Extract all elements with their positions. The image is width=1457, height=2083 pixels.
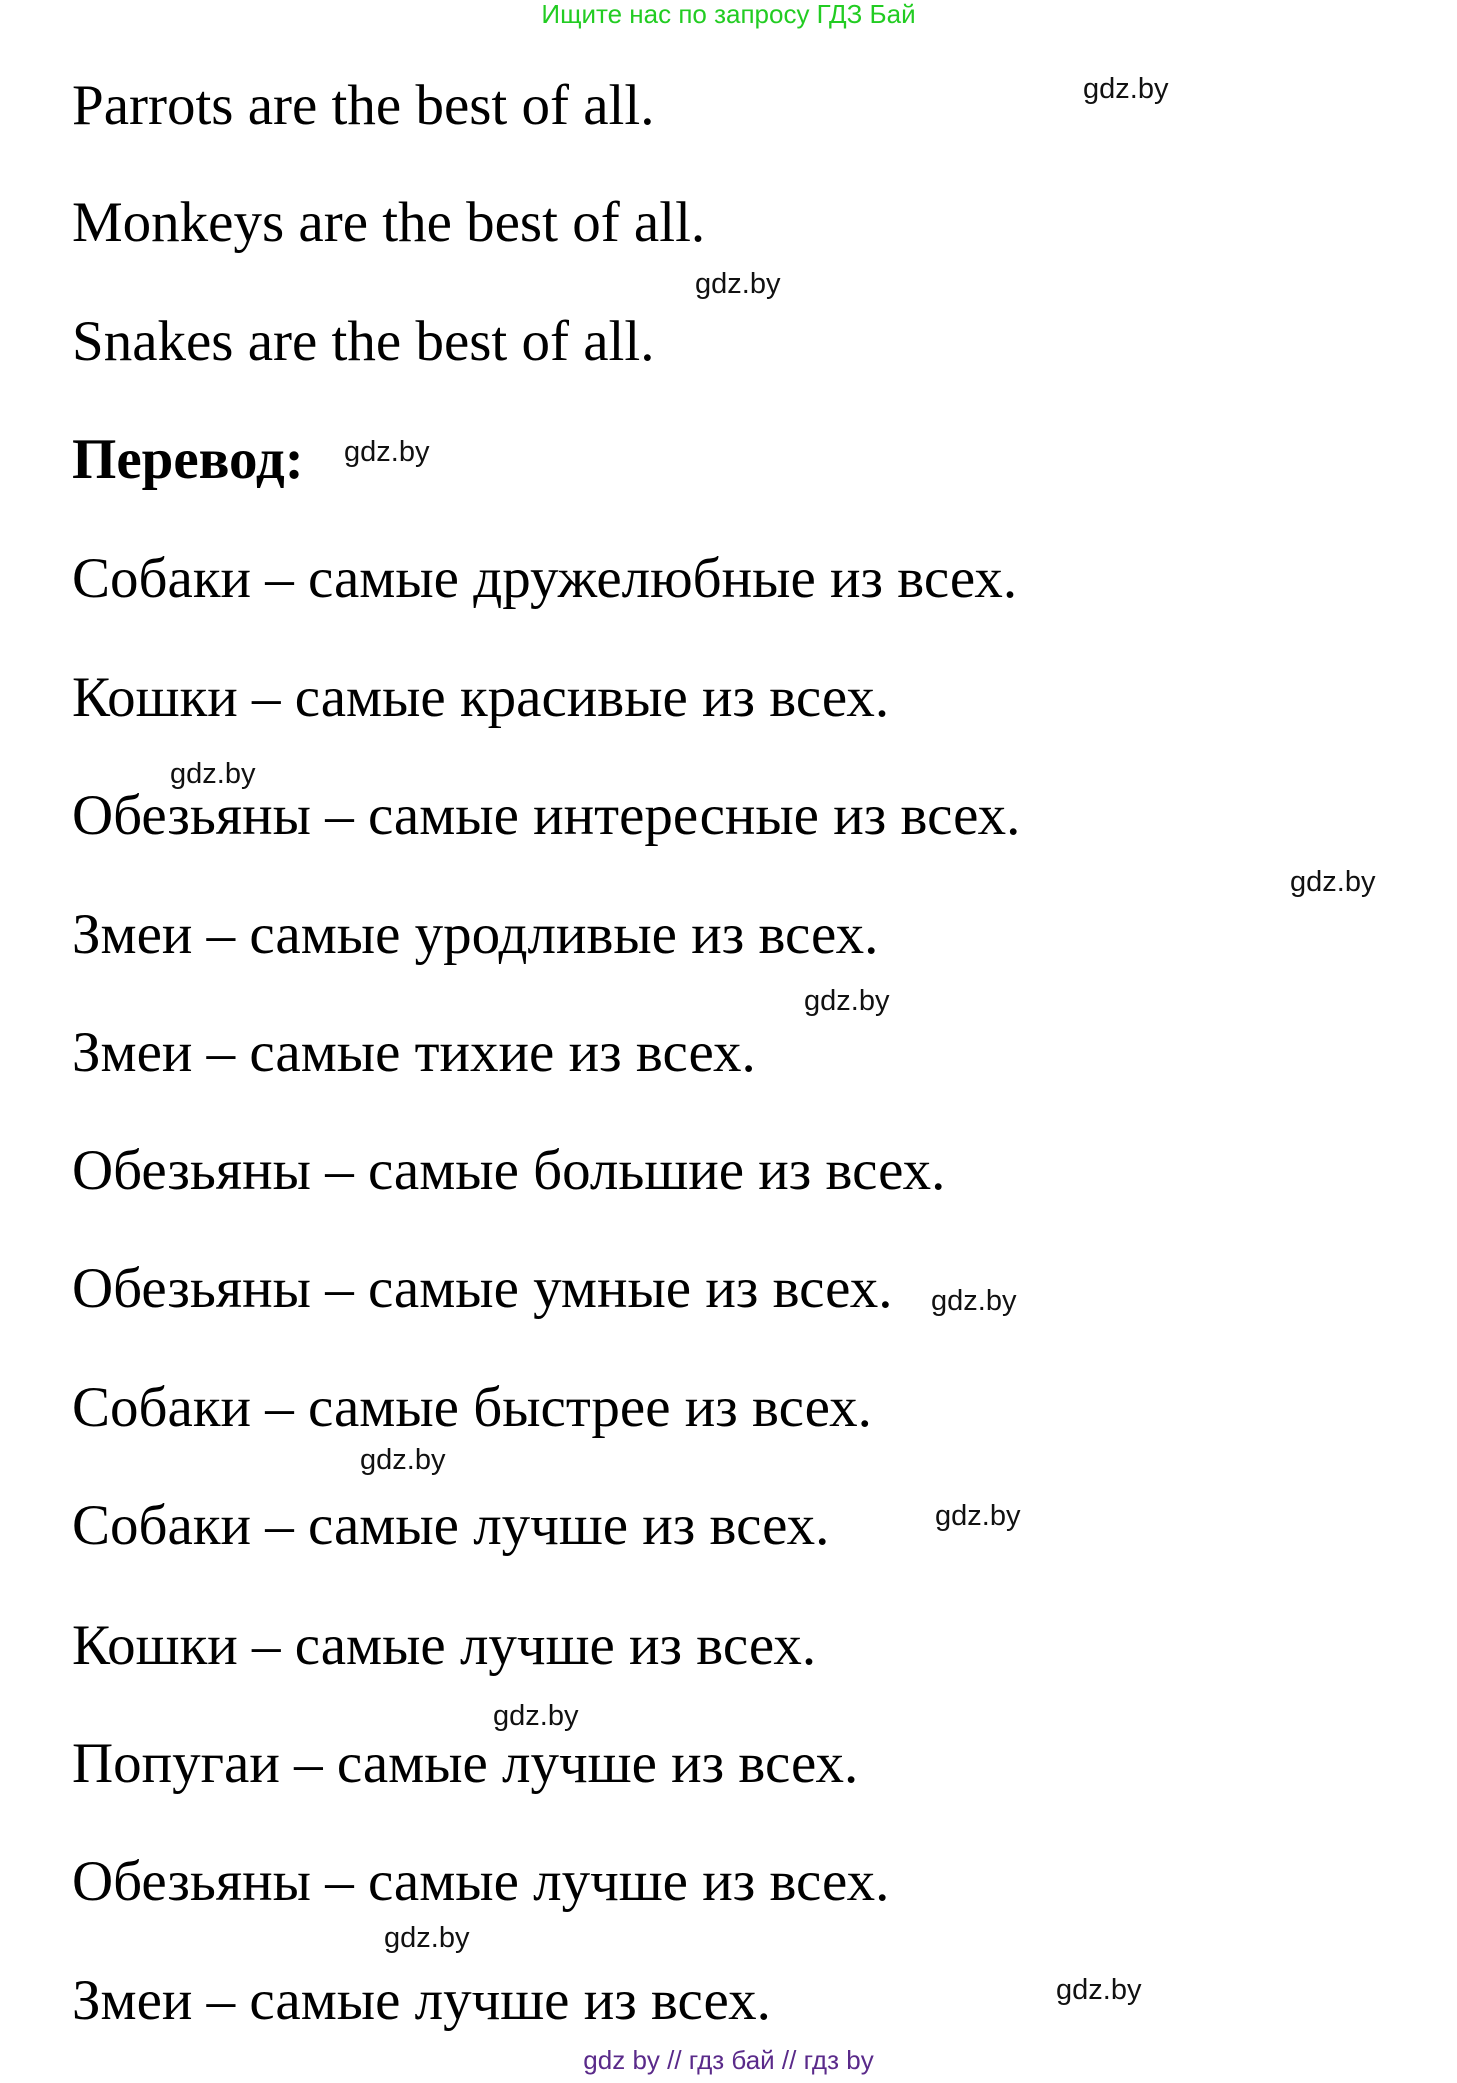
- watermark: gdz.by: [493, 1700, 579, 1732]
- footer-links: gdz by // гдз бай // гдз by: [583, 2045, 874, 2075]
- sentence-line: Попугаи – самые лучше из всех.: [72, 1732, 859, 1795]
- watermark: gdz.by: [1056, 1974, 1142, 2006]
- sentence-line: Змеи – самые уродливые из всех.: [72, 903, 879, 966]
- watermark: gdz.by: [384, 1922, 470, 1954]
- sentence-line: Собаки – самые лучше из всех.: [72, 1494, 830, 1557]
- sentence-line: Змеи – самые тихие из всех.: [72, 1021, 756, 1084]
- sentence-line: Snakes are the best of all.: [72, 310, 655, 373]
- sentence-line: Кошки – самые лучше из всех.: [72, 1614, 817, 1677]
- sentence-line: Обезьяны – самые умные из всех.: [72, 1257, 893, 1320]
- sentence-line: Змеи – самые лучше из всех.: [72, 1969, 771, 2032]
- watermark: gdz.by: [695, 268, 781, 300]
- watermark: gdz.by: [935, 1500, 1021, 1532]
- watermark: gdz.by: [931, 1285, 1017, 1317]
- watermark: gdz.by: [804, 985, 890, 1017]
- watermark: gdz.by: [170, 758, 256, 790]
- sentence-line: Monkeys are the best of all.: [72, 191, 706, 254]
- sentence-line: Собаки – самые дружелюбные из всех.: [72, 547, 1018, 610]
- watermark: gdz.by: [1083, 73, 1169, 105]
- search-hint-header: Ищите нас по запросу ГДЗ Бай: [541, 0, 916, 29]
- sentence-line: Обезьяны – самые лучше из всех.: [72, 1850, 890, 1913]
- watermark: gdz.by: [344, 436, 430, 468]
- sentence-line: Parrots are the best of all.: [72, 74, 655, 137]
- sentence-line: Собаки – самые быстрее из всех.: [72, 1376, 872, 1439]
- sentence-line: Обезьяны – самые большие из всех.: [72, 1139, 946, 1202]
- sentence-line: Обезьяны – самые интересные из всех.: [72, 784, 1021, 847]
- watermark: gdz.by: [360, 1444, 446, 1476]
- translation-heading: Перевод:: [72, 428, 304, 491]
- watermark: gdz.by: [1290, 866, 1376, 898]
- sentence-line: Кошки – самые красивые из всех.: [72, 666, 890, 729]
